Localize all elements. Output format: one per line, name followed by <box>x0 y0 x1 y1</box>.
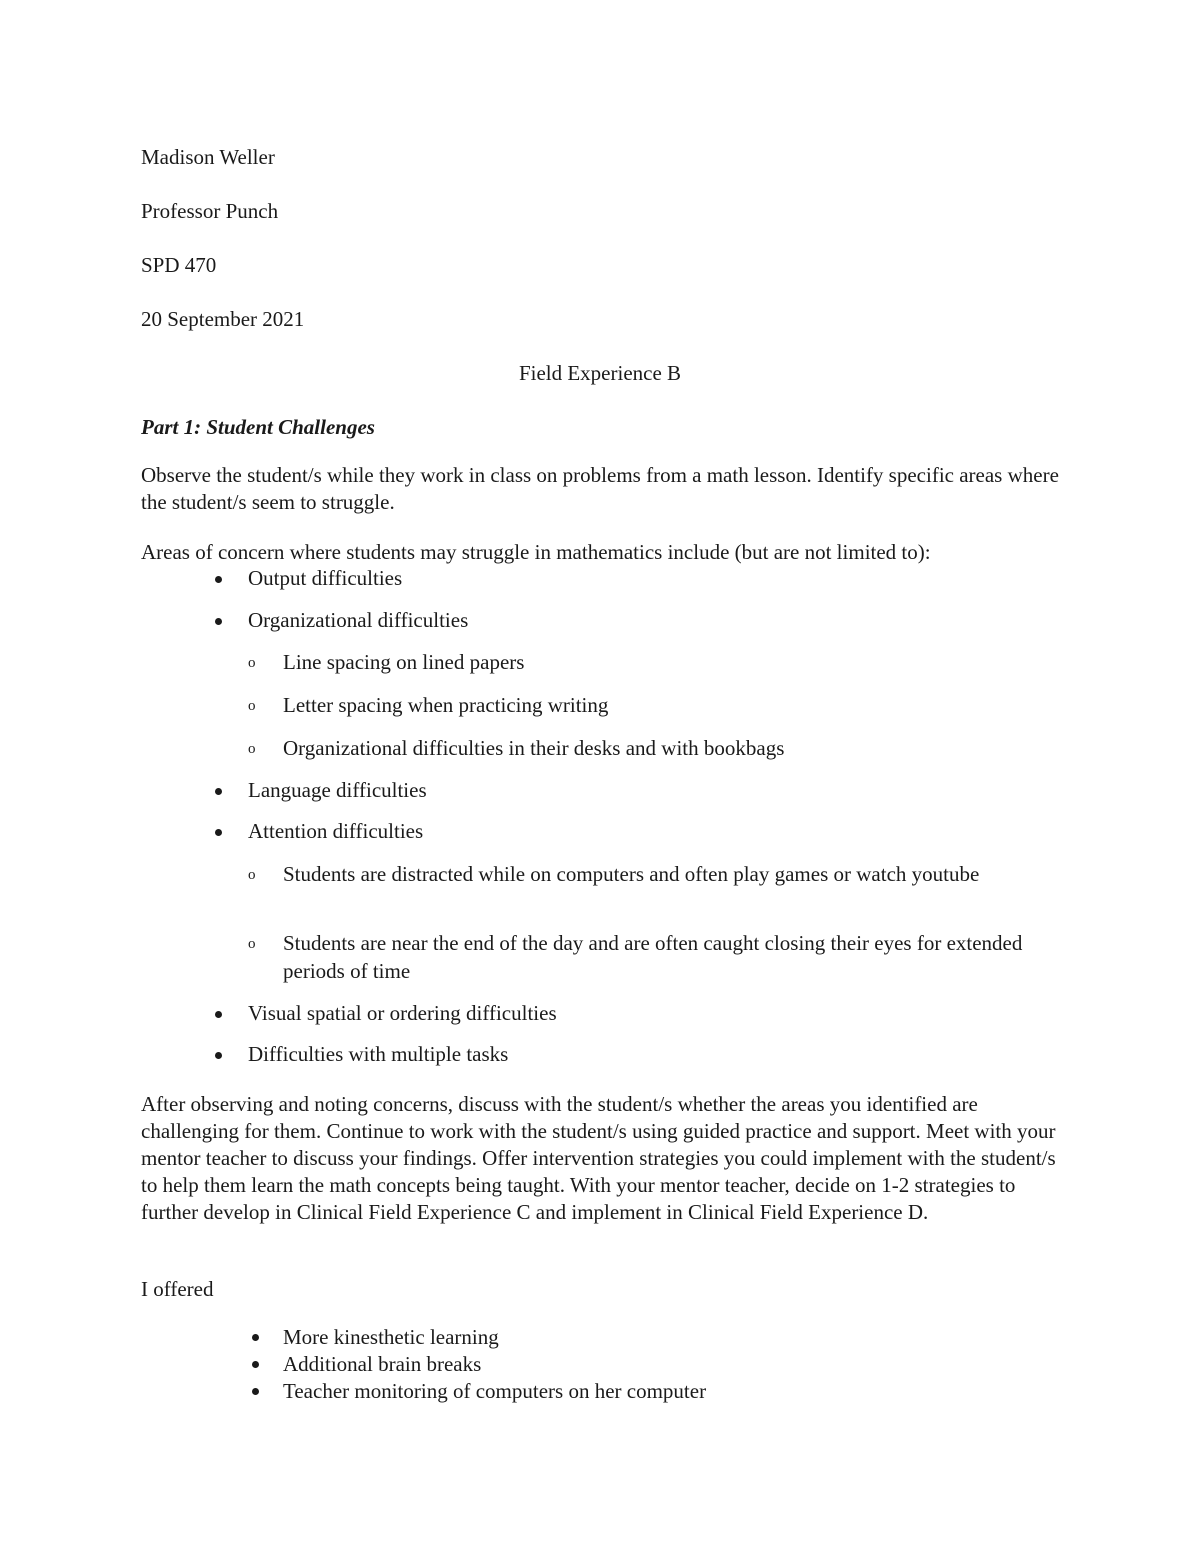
circle-bullet-icon: o <box>248 867 256 883</box>
document-title: Field Experience B <box>518 361 682 385</box>
offered-intro: I offered <box>141 1277 214 1301</box>
professor-name: Professor Punch <box>141 199 279 223</box>
section-heading: Part 1: Student Challenges <box>141 415 375 439</box>
list-item: Difficulties with multiple tasks <box>248 1042 509 1066</box>
bullet-icon <box>215 618 222 625</box>
bullet-icon <box>252 1361 259 1368</box>
bullet-icon <box>215 788 222 795</box>
sub-list-item: Organizational difficulties in their desks and with bookbags <box>283 736 785 760</box>
bullet-icon <box>215 1011 222 1018</box>
areas-intro: Areas of concern where students may struggle in mathematics include (but are not limited to): <box>141 540 931 564</box>
document-date: 20 September 2021 <box>141 307 305 331</box>
sub-list-item: Students are distracted while on computers and often play games or watch youtube <box>283 862 980 886</box>
sub-list-item: Students are near the end of the day and are often caught closing their eyes for extended periods of time <box>283 931 1023 983</box>
list-item: More kinesthetic learning <box>283 1325 499 1349</box>
list-item: Output difficulties <box>248 566 403 590</box>
sub-list-item: Line spacing on lined papers <box>283 650 525 674</box>
after-observing-paragraph: After observing and noting concerns, discuss with the student/s whether the areas you identified are challenging for them. Continue to work with the student/s using guided practice and support. Meet with your mentor teacher to discuss your findings. Offer intervention strategies you could implement with the student/s to help them learn the math concepts being taught. With your mentor teacher, decide on 1-2 strategies to further develop in Clinical Field Experience C and implement in Clinical Field Experience D. <box>141 1092 1056 1224</box>
bullet-icon <box>215 829 222 836</box>
circle-bullet-icon: o <box>248 936 256 952</box>
bullet-icon <box>252 1334 259 1341</box>
circle-bullet-icon: o <box>248 741 256 757</box>
list-item: Teacher monitoring of computers on her computer <box>283 1379 707 1403</box>
student-name: Madison Weller <box>141 145 275 169</box>
instructions-paragraph: Observe the student/s while they work in class on problems from a math lesson. Identify specific areas where the student/s seem to struggle. <box>141 463 1059 514</box>
bullet-icon <box>215 576 222 583</box>
list-item: Additional brain breaks <box>283 1352 482 1376</box>
list-item: Visual spatial or ordering difficulties <box>248 1001 557 1025</box>
circle-bullet-icon: o <box>248 698 256 714</box>
bullet-icon <box>215 1052 222 1059</box>
sub-list-item: Letter spacing when practicing writing <box>283 693 609 717</box>
list-item: Language difficulties <box>248 778 427 802</box>
list-item: Attention difficulties <box>248 819 424 843</box>
bullet-icon <box>252 1388 259 1395</box>
list-item: Organizational difficulties <box>248 608 469 632</box>
course-code: SPD 470 <box>141 253 217 277</box>
circle-bullet-icon: o <box>248 655 256 671</box>
